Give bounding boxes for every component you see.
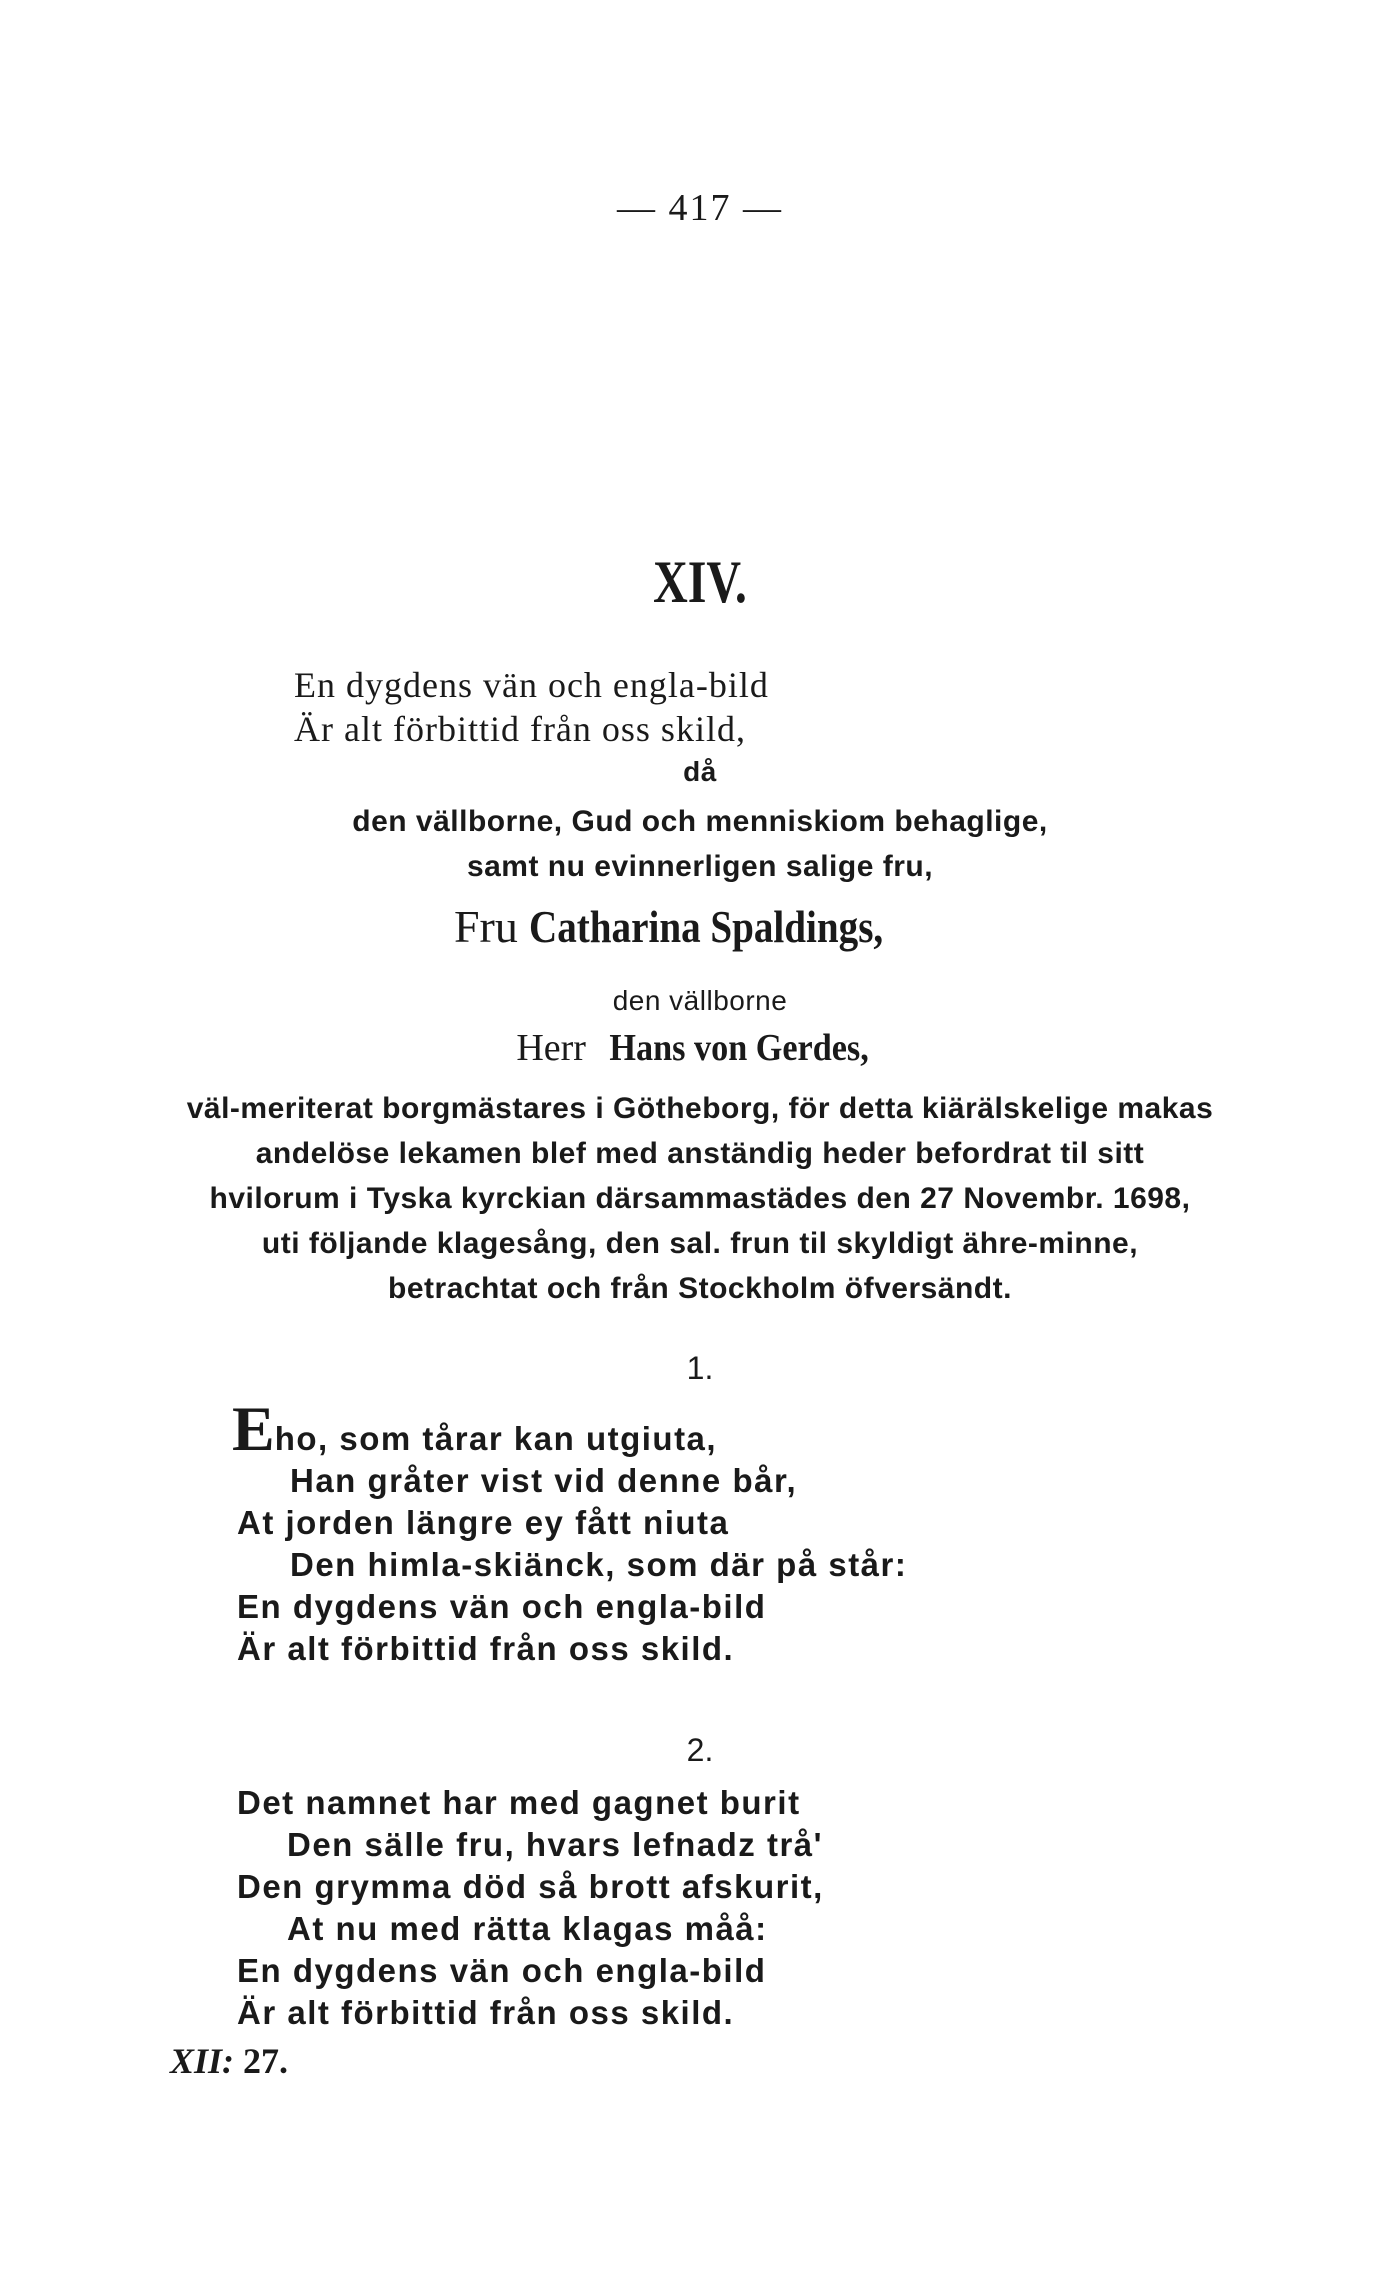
- description-line-3: hvilorum i Tyska kyrckian därsammastädes den 27 Novembr. 1698,: [209, 1182, 1191, 1215]
- description-line-4: uti följande klagesång, den sal. frun til skyldigt ähre-minne,: [261, 1227, 1139, 1260]
- stanza-1-first-line: [232, 1392, 717, 1466]
- stanza-2-line-5: En dygdens vän och engla-bild: [237, 1952, 767, 1989]
- intro-line-1: En dygdens vän och engla-bild: [294, 665, 769, 705]
- signature-sheet: 27.: [243, 2041, 289, 2081]
- stanza-1-line-1: ho, som tårar kan utgiuta,: [274, 1420, 718, 1457]
- herr-title: Herr: [516, 1027, 586, 1069]
- stanza-2-line-3: Den grymma död så brott afskurit,: [237, 1868, 824, 1905]
- fru-title: Fru: [453, 901, 518, 952]
- deceased-name-line: [0, 900, 1400, 953]
- stanza-1-line-6: Är alt förbittid från oss skild.: [237, 1630, 735, 1667]
- stanza-1-line-5: En dygdens vän och engla-bild: [237, 1588, 767, 1625]
- husband-name-line: [0, 1026, 1400, 1070]
- intro-da: då: [683, 756, 717, 787]
- page-number: — 417 —: [617, 187, 783, 229]
- printer-signature: [170, 2040, 288, 2082]
- stanza-2-number: 2.: [686, 1732, 714, 1768]
- husband-name: Hans von Gerdes,: [609, 1027, 870, 1069]
- stanza-2-line-6: Är alt förbittid från oss skild.: [237, 1994, 735, 2031]
- stanza-1-line-2: Han gråter vist vid denne bår,: [290, 1462, 798, 1499]
- description-line-2: andelöse lekamen blef med anständig heder befordrat til sitt: [255, 1137, 1145, 1170]
- section-number: XIV.: [653, 549, 747, 615]
- stanza-1-number: 1.: [686, 1350, 714, 1386]
- signature-volume: XII:: [170, 2041, 235, 2081]
- stanza-2-line-1: Det namnet har med gagnet burit: [237, 1784, 801, 1821]
- deceased-name: Catharina Spaldings,: [529, 901, 884, 952]
- intro-line-4: den vällborne, Gud och menniskiom behaglige,: [352, 805, 1048, 838]
- stanza-2-line-4: At nu med rätta klagas måå:: [287, 1910, 768, 1947]
- description-line-5: betrachtat och från Stockholm öfversändt.: [388, 1272, 1012, 1305]
- stanza-1-line-4: Den himla-skiänck, som där på står:: [290, 1546, 908, 1583]
- description-line-1: väl-meriterat borgmästares i Götheborg, för detta kiärälskelige makas: [186, 1092, 1214, 1125]
- stanza-2-line-2: Den sälle fru, hvars lefnadz trå': [287, 1826, 824, 1863]
- stanza-1-line-3: At jorden längre ey fått niuta: [237, 1504, 730, 1541]
- intro-line-5: samt nu evinnerligen salige fru,: [466, 850, 934, 883]
- intro-line-7: den vällborne: [612, 985, 788, 1016]
- drop-cap: E: [232, 1393, 275, 1464]
- intro-line-2: Är alt förbittid från oss skild,: [294, 709, 746, 749]
